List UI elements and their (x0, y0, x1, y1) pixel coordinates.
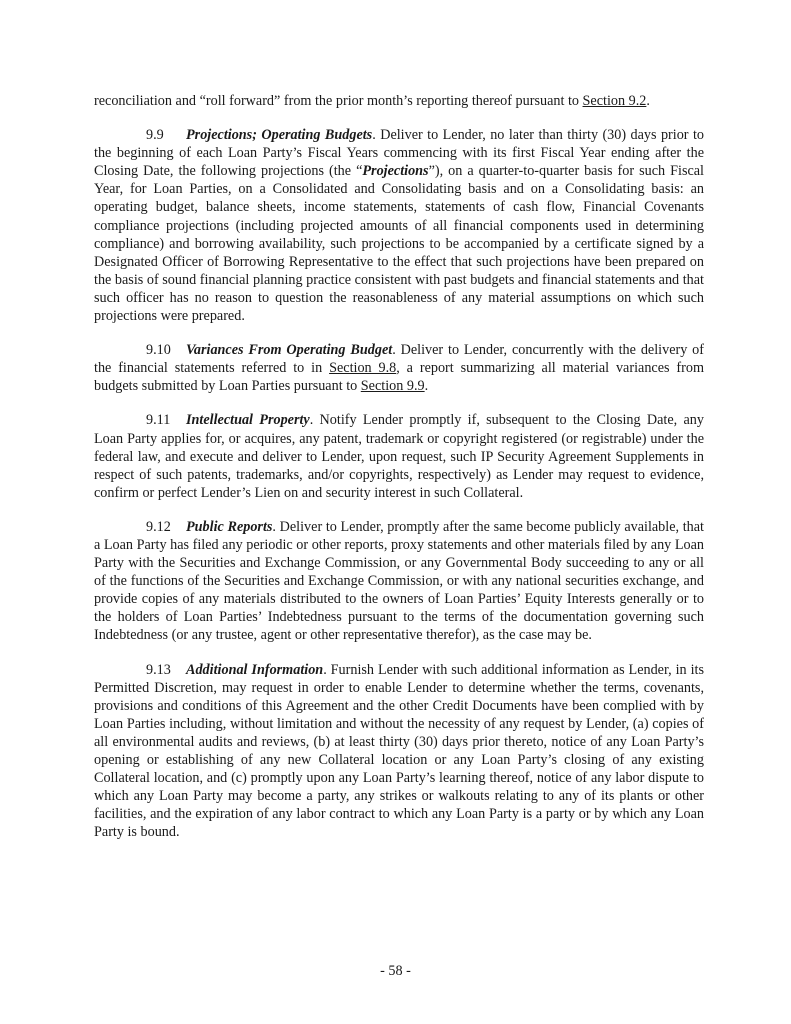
section-text-continued: , a report summarizing all material variances from budgets submitted by Loan Parties pursuant to (94, 360, 704, 395)
section-number: 9.11 (146, 412, 171, 429)
section-number: 9.12 (146, 518, 171, 535)
section-heading: Intellectual Property (186, 412, 310, 429)
cross-reference-section-9-8: Section 9.8 (329, 360, 397, 377)
continuation-paragraph (94, 92, 704, 110)
section-text: . Furnish Lender with such additional information as Lender, in its Permitted Discretion, may request in order to enable Lender to determine whether the terms, covenants, provisions and conditions of this Agreement and the other Credit Documents have been complied with by Loan Parties including, without limitation and without the necessity of any request by Lender, (a) copies of all environmental audits and reviews, (b) at least thirty (30) days prior thereto, notice of any Loan Party’s opening or establishing of any new Collateral location or any Loan Party’s closing of any existing Collateral location, and (c) promptly upon any Loan Party’s learning thereof, notice of any labor dispute to which any Loan Party may become a party, any strikes or walkouts relating to any of its plants or other facilities, and the expiration of any labor contract to which any Loan Party is a party or by which any Loan Party is bound. (94, 661, 704, 841)
section-9-9 (94, 126, 704, 325)
section-heading: Public Reports (186, 518, 273, 535)
section-number: 9.10 (146, 342, 171, 359)
section-heading: Additional Information (186, 661, 324, 678)
section-heading: Variances From Operating Budget (186, 342, 393, 359)
section-text: . Deliver to Lender, promptly after the same become publicly available, that a Loan Party has filed any periodic or other reports, proxy statements and other materials filed by any Loan Party with the Securities and Exchange Commission, or any Governmental Body succeeding to any or all of the functions of the Securities and Exchange Commission, or with any national securities exchange, and provide copies of any materials distributed to the owners of Loan Parties’ Equity Interests generally or to the holders of Loan Parties’ Indebtedness pursuant to the terms of the documentation governing such Indebtedness (or any trustee, agent or other representative therefor), as the case may be. (94, 518, 704, 644)
cross-reference-section-9-9: Section 9.9 (360, 378, 425, 395)
document-page (94, 92, 704, 857)
section-9-13 (94, 661, 704, 842)
section-text: . Deliver to Lender, concurrently with the delivery of the financial statements referred to in (94, 342, 705, 377)
defined-term: Projections (362, 163, 429, 180)
section-text-end: . (424, 378, 429, 395)
section-9-12 (94, 518, 704, 645)
cross-reference-section-9-2: Section 9.2 (582, 93, 647, 109)
continuation-text: reconciliation and “roll forward” from the prior month’s reporting thereof pursuant to (94, 93, 583, 109)
section-9-10 (94, 341, 704, 395)
section-number: 9.9 (146, 127, 164, 144)
page-number: - 58 - (380, 963, 411, 979)
section-text: . Notify Lender promptly if, subsequent to the Closing Date, any Loan Party applies for, or acquires, any patent, trademark or copyright registered (or registrable) under the federal law, and execute and deliver to Lender, upon request, such IP Security Agreement Supplements in respect of such patents, trademarks, and/or copyrights, respectively) as Lender may request to evidence, confirm or perfect Lender’s Lien on and security interest in such Collateral. (94, 412, 704, 501)
section-number: 9.13 (146, 661, 171, 678)
section-text: . Deliver to Lender, no later than thirty (30) days prior to the beginning of each Loan Party’s Fiscal Years commencing with its first Fiscal Year ending after the Closing Date, the following projections (the “ (94, 127, 704, 180)
section-heading: Projections; Operating Budgets (186, 127, 373, 144)
continuation-end: . (646, 93, 650, 109)
section-9-11 (94, 411, 704, 501)
section-text-continued: ”), on a quarter-to-quarter basis for such Fiscal Year, for Loan Parties, on a Consolidated and Consolidating basis and on a Consolidating basis: an operating budget, balance sheets, income statements, statements of cash flow, Financial Covenants compliance projections (including projected amounts of all financial components used in determining compliance) and borrowing availability, such projections to be accompanied by a certificate signed by a Designated Officer of Borrowing Representative to the effect that such projections have been prepared on the basis of sound financial planning practice consistent with past budgets and financial statements and that such officer has no reason to question the reasonableness of any material assumptions on which such projections were prepared. (94, 163, 704, 325)
